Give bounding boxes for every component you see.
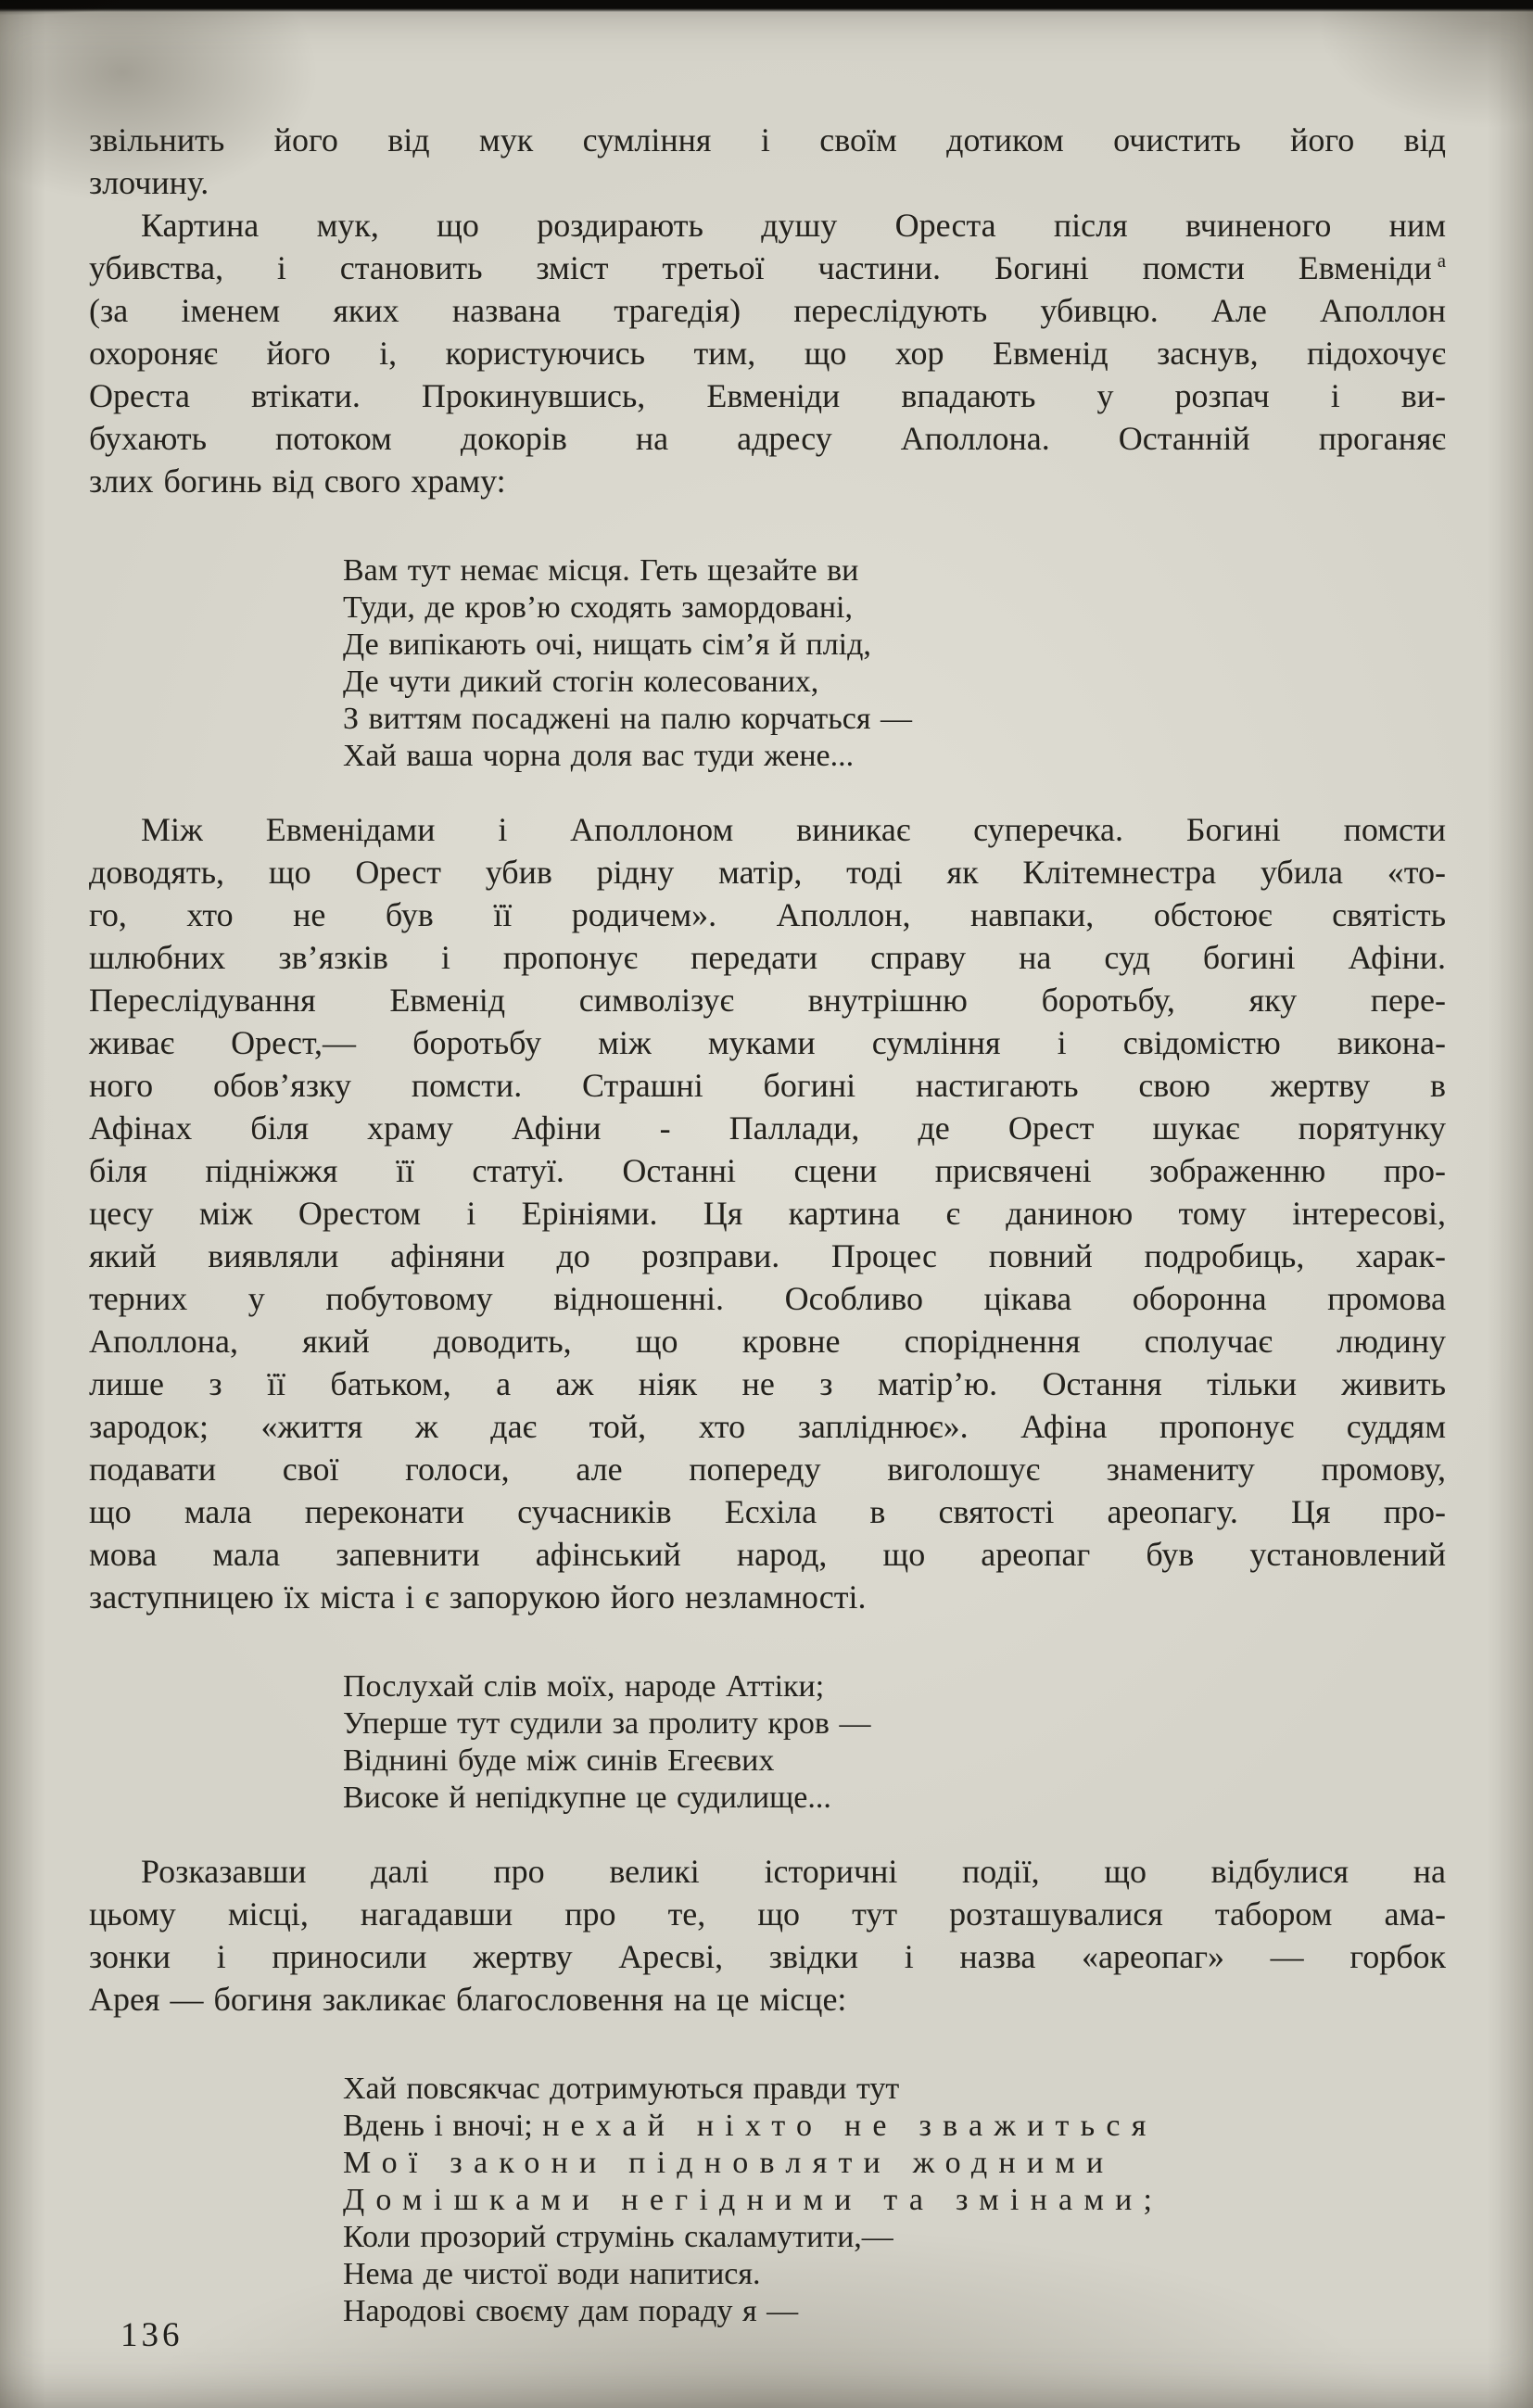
text-line: Ореста втікати. Прокинувшись, Евменіди впадають у розпач і ви-: [89, 377, 1446, 414]
text-line: подавати свої голоси, але попереду виголошує знамениту промову,: [89, 1451, 1446, 1488]
text-line: Картина мук, що роздирають душу Ореста після вчиненого ним: [141, 207, 1446, 244]
paragraph: [89, 119, 1446, 204]
verse-block: [343, 1668, 1446, 1817]
text-line: живає Орест,— боротьбу між муками сумління і свідомістю викона-: [89, 1024, 1446, 1061]
verse-line: [343, 2108, 1446, 2145]
text-line: звільнить його від мук сумління і своїм дотиком очистить його від: [89, 121, 1446, 158]
page-number: 136: [120, 2316, 184, 2354]
text-line: злих богинь від свого храму:: [89, 463, 506, 500]
verse-line: Вам тут немає місця. Геть щезайте ви: [343, 553, 859, 588]
letterspaced-text: Домішками негідними та змінами;: [343, 2183, 1164, 2217]
verse-line: Хай повсякчас дотримуються правди тут: [343, 2072, 900, 2106]
verse-line: Туди, де кров’ю сходять замордовані,: [343, 590, 854, 625]
verse-line: [343, 2145, 1446, 2182]
verse-line: Де випікають очі, нищать сім’я й плід,: [343, 627, 871, 662]
text-line: го, хто не був її родичем». Аполлон, навпаки, обстоює святість: [89, 896, 1446, 933]
letterspaced-text: нехай ніхто не зважиться: [542, 2109, 1158, 2143]
text-line: убивства, і становить зміст третьої частини. Богині помсти Евменіди $^a$: [89, 249, 1446, 286]
verse-line: З виттям посаджені на палю корчаться —: [343, 702, 913, 736]
text-line: доводять, що Орест убив рідну матір, тоді як Клітемнестра убила «то-: [89, 854, 1446, 891]
text-line: злочину.: [89, 164, 209, 201]
text-line: Між Евменідами і Аполлоном виникає суперечка. Богині помсти: [141, 811, 1446, 848]
verse-line: Коли прозорий струмінь скаламутити,—: [343, 2220, 893, 2254]
text-line: Переслідування Евменід символізує внутрішню боротьбу, яку пере-: [89, 982, 1446, 1019]
text-line: цесу між Орестом і Ерініями. Ця картина є даниною тому інтересові,: [89, 1195, 1446, 1232]
verse-line: Високе й непідкупне це судилище...: [343, 1781, 831, 1815]
paragraph: [89, 808, 1446, 1618]
text-line: цьому місці, нагадавши про те, що тут розташувалися табором ама-: [89, 1895, 1446, 1933]
verse-line: Послухай слів моїх, народе Аттіки;: [343, 1669, 825, 1704]
text-line: лише з її батьком, а аж ніяк не з матір’ю. Остання тільки живить: [89, 1365, 1446, 1402]
verse-block: [343, 552, 1446, 775]
text-line: терних у побутовому відношенні. Особливо цікава оборонна промова: [89, 1280, 1446, 1317]
text-line: біля підніжжя її статуї. Останні сцени присвячені зображенню про-: [89, 1152, 1446, 1189]
text-line: охороняє його і, користуючись тим, що хор Евменід заснув, підохочує: [89, 335, 1446, 372]
text-line: заступницею їх міста і є запорукою його незламності.: [89, 1578, 867, 1616]
verse-line: Де чути дикий стогін колесованих,: [343, 665, 819, 699]
text-line: який виявляли афіняни до розправи. Процес повний подробиць, харак-: [89, 1237, 1446, 1274]
verse-line: Хай ваша чорна доля вас туди жене...: [343, 739, 855, 773]
footnote-marker: a: [1437, 249, 1446, 272]
letterspaced-text: Мої закони підновляти жодними: [343, 2146, 1115, 2180]
verse-line: Народові своєму дам пораду я —: [343, 2294, 799, 2328]
verse-block: [343, 2071, 1446, 2330]
paragraph: [89, 1850, 1446, 2021]
plain-text: Вдень і вночі;: [343, 2109, 543, 2143]
text-line: зонки і приносили жертву Аресві, звідки і назва «ареопаг» — горбок: [89, 1938, 1446, 1975]
text-line: шлюбних зв’язків і пропонує передати справу на суд богині Афіни.: [89, 939, 1446, 976]
text-line: Розказавши далі про великі історичні події, що відбулися на: [141, 1853, 1446, 1890]
verse-line: Уперше тут судили за пролиту кров —: [343, 1706, 871, 1741]
text-line: бухають потоком докорів на адресу Аполлона. Останній проганяє: [89, 420, 1446, 457]
text-line: Арея — богиня закликає благословення на це місце:: [89, 1981, 847, 2018]
verse-line: [343, 2182, 1446, 2219]
verse-line: Віднині буде між синів Егеєвих: [343, 1743, 775, 1778]
text-line: Афінах біля храму Афіни - Паллади, де Орест шукає порятунку: [89, 1109, 1446, 1147]
text-line: що мала переконати сучасників Есхіла в святості ареопагу. Ця про-: [89, 1493, 1446, 1530]
text-line: ного обов’язку помсти. Страшні богині настигають свою жертву в: [89, 1067, 1446, 1104]
verse-line: Нема де чистої води напитися.: [343, 2257, 761, 2291]
text-line: Аполлона, який доводить, що кровне споріднення сполучає людину: [89, 1323, 1446, 1360]
text-line: (за іменем яких названа трагедія) переслідують убивцю. Але Аполлон: [89, 292, 1446, 329]
paragraph: [89, 204, 1446, 502]
text-line: зародок; «життя ж дає той, хто запліднює». Афіна пропонує суддям: [89, 1408, 1446, 1445]
text-line: мова мала запевнити афінський народ, що ареопаг був установлений: [89, 1536, 1446, 1573]
